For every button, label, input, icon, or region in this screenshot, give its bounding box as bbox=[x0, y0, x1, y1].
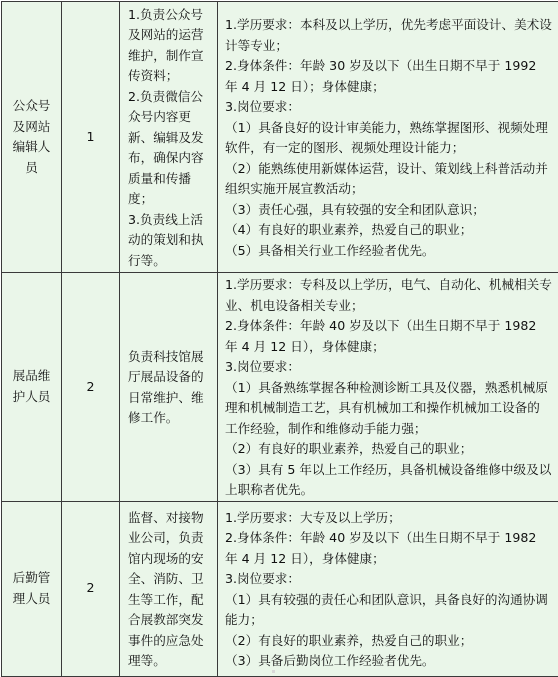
requirement-item: （4）有良好的职业素养，热爱自己的职业； bbox=[225, 220, 552, 241]
headcount-cell bbox=[62, 273, 120, 502]
requirement-item: （1）具备熟练掌握各种检测诊断工具及仪器，熟悉机械原理和机械制造工艺，具有机械加工和操作机械加工设备的工作经验，制作和维修动手能力强； bbox=[225, 378, 552, 440]
position-name: 展品维护人员 bbox=[10, 366, 54, 407]
requirements-cell bbox=[218, 2, 558, 273]
requirement-item: （5）具备相关行业工作经验者优先。 bbox=[225, 241, 552, 262]
requirement-item: （3）责任心强，具有较强的安全和团队意识； bbox=[225, 200, 552, 221]
requirement-item: （3）具有 5 年以上工作经历，具备机械设备维修中级及以上职称者优先。 bbox=[225, 460, 552, 501]
requirement-item: 1.学历要求：本科及以上学历，优先考虑平面设计、美术设计等专业； bbox=[225, 15, 552, 56]
duty-item: 3.负责线上活动的策划和执行等。 bbox=[128, 210, 211, 272]
headcount: 1 bbox=[86, 129, 94, 144]
table-row bbox=[2, 2, 558, 273]
table-row bbox=[2, 273, 558, 502]
position-cell bbox=[2, 501, 62, 676]
headcount: 2 bbox=[86, 379, 94, 394]
duties-list bbox=[120, 506, 217, 672]
duties-cell bbox=[120, 501, 218, 676]
requirements-list bbox=[218, 506, 558, 672]
duties-list bbox=[120, 3, 217, 272]
requirement-item: 1.学历要求：专科及以上学历，电气、自动化、机械相关专业、机电设备相关专业； bbox=[225, 275, 552, 316]
duties-cell bbox=[120, 2, 218, 273]
requirement-item: （2）有良好的职业素养，热爱自己的职业； bbox=[225, 439, 552, 460]
duty-item: 监督、对接物业公司，负责馆内现场的安全、消防、卫生等工作，配合展教部突发事件的应急处理等。 bbox=[128, 508, 211, 672]
requirements-cell bbox=[218, 501, 558, 676]
requirement-item: 3.岗位要求： bbox=[225, 357, 552, 378]
requirement-item: 1.学历要求：大专及以上学历； bbox=[225, 508, 552, 529]
requirement-item: （1）具备良好的设计审美能力，熟练掌握图形、视频处理软件，有一定的图形、视频处理设计能力； bbox=[225, 118, 552, 159]
position-name: 公众号及网站编辑人员 bbox=[10, 96, 54, 178]
job-requirements-table bbox=[1, 1, 558, 677]
duty-item: 负责科技馆展厅展品设备的日常维护、维修工作。 bbox=[128, 347, 211, 429]
requirement-item: 2.身体条件：年龄 30 岁及以下（出生日期不早于 1992 年 4 月 12 日）；身体健康； bbox=[225, 56, 552, 97]
headcount-cell bbox=[62, 501, 120, 676]
requirement-item: 2.身体条件：年龄 40 岁及以下（出生日期不早于 1982 年 4 月 12 日），身体健康； bbox=[225, 316, 552, 357]
requirement-item: （2）有良好的职业素养，热爱自己的职业； bbox=[225, 631, 552, 652]
duties-list bbox=[120, 345, 217, 429]
requirement-item: （2）能熟练使用新媒体运营，设计、策划线上科普活动并组织实施开展宣教活动； bbox=[225, 159, 552, 200]
requirement-item: （1）具有较强的责任心和团队意识，具备良好的沟通协调能力； bbox=[225, 590, 552, 631]
headcount-cell bbox=[62, 2, 120, 273]
position-name: 后勤管理人员 bbox=[10, 568, 54, 609]
requirements-list bbox=[218, 273, 558, 501]
requirements-cell bbox=[218, 273, 558, 502]
headcount: 2 bbox=[86, 580, 94, 595]
duty-item: 2.负责微信公众号内容更新、编辑及发布，确保内容质量和传播度； bbox=[128, 87, 211, 210]
position-cell bbox=[2, 2, 62, 273]
position-cell bbox=[2, 273, 62, 502]
table-row bbox=[2, 501, 558, 676]
requirement-item: 3.岗位要求： bbox=[225, 97, 552, 118]
requirement-item: 2.身体条件：年龄 40 岁及以下（出生日期不早于 1982 年 4 月 12 日），身体健康； bbox=[225, 528, 552, 569]
requirement-item: 3.岗位要求： bbox=[225, 569, 552, 590]
duty-item: 1.负责公众号及网站的运营维护，制作宣传资料； bbox=[128, 5, 211, 87]
duties-cell bbox=[120, 273, 218, 502]
requirements-list bbox=[218, 13, 558, 261]
requirement-item: （3）具备后勤岗位工作经验者优先。 bbox=[225, 651, 552, 672]
